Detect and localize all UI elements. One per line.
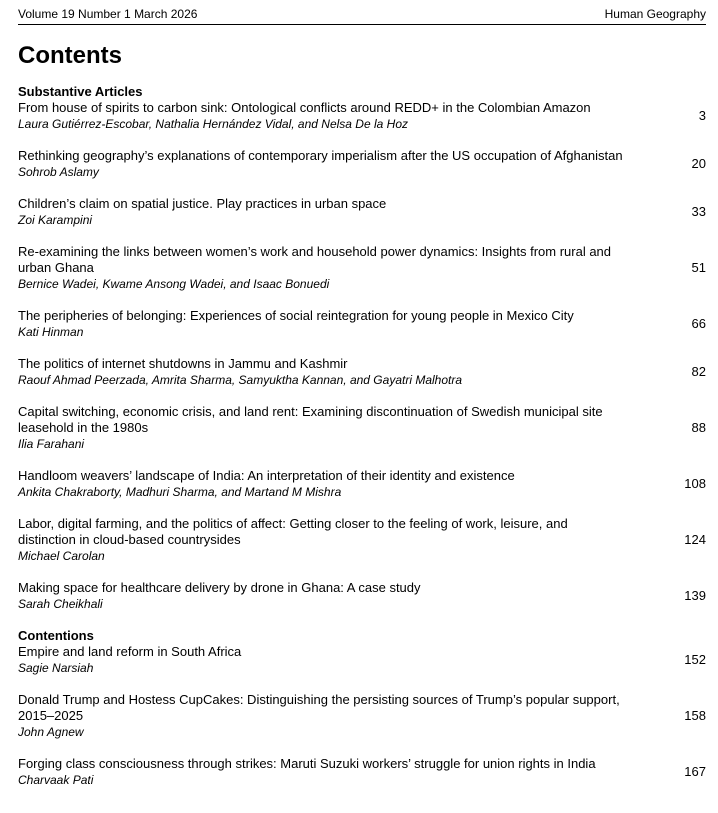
section-heading: Substantive Articles bbox=[18, 84, 143, 99]
toc-entry[interactable] bbox=[18, 516, 706, 564]
article-title[interactable]: Handloom weavers’ landscape of India: An interpretation of their identity and existence bbox=[18, 468, 515, 483]
article-authors: Ilia Farahani bbox=[18, 437, 85, 451]
toc-entry[interactable] bbox=[18, 756, 706, 788]
page-number: 33 bbox=[691, 204, 706, 219]
article-title[interactable]: The politics of internet shutdowns in Jammu and Kashmir bbox=[18, 356, 348, 371]
article-authors: Charvaak Pati bbox=[18, 773, 94, 787]
article-title[interactable]: Children’s claim on spatial justice. Play practices in urban space bbox=[18, 196, 387, 211]
toc-entry[interactable] bbox=[18, 580, 706, 612]
page-number: 20 bbox=[691, 156, 706, 171]
article-title[interactable]: Capital switching, economic crisis, and land rent: Examining discontinuation of Swedish municipal site leasehold in the 1980s bbox=[18, 404, 603, 435]
table-of-contents bbox=[18, 84, 706, 788]
article-authors: John Agnew bbox=[18, 725, 84, 739]
article-title[interactable]: Empire and land reform in South Africa bbox=[18, 644, 242, 659]
page-number: 167 bbox=[684, 764, 706, 779]
article-authors: Sohrob Aslamy bbox=[18, 165, 99, 179]
article-authors: Raouf Ahmad Peerzada, Amrita Sharma, Samyuktha Kannan, and Gayatri Malhotra bbox=[18, 373, 463, 387]
toc-entry[interactable] bbox=[18, 692, 706, 740]
article-authors: Sarah Cheikhali bbox=[18, 597, 103, 611]
toc-entry[interactable] bbox=[18, 100, 706, 132]
article-authors: Michael Carolan bbox=[18, 549, 105, 563]
article-authors: Ankita Chakraborty, Madhuri Sharma, and Martand M Mishra bbox=[18, 485, 342, 499]
issue-info: Volume 19 Number 1 March 2026 bbox=[18, 7, 198, 21]
toc-entry[interactable] bbox=[18, 148, 706, 180]
toc-entry[interactable] bbox=[18, 468, 706, 500]
article-authors: Zoi Karampini bbox=[18, 213, 93, 227]
journal-name: Human Geography bbox=[604, 7, 706, 21]
article-title[interactable]: Rethinking geography’s explanations of contemporary imperialism after the US occupation of Afghanistan bbox=[18, 148, 623, 163]
page-title: Contents bbox=[18, 42, 122, 69]
toc-entry[interactable] bbox=[18, 644, 706, 676]
article-title[interactable]: Re-examining the links between women’s work and household power dynamics: Insights from rural and urban Ghana bbox=[18, 244, 612, 275]
article-title[interactable]: Donald Trump and Hostess CupCakes: Distinguishing the persisting sources of Trump’s popular support, 2015–2025 bbox=[18, 692, 620, 723]
toc-entry[interactable] bbox=[18, 244, 706, 292]
page-number: 108 bbox=[684, 476, 706, 491]
page-number: 124 bbox=[684, 532, 706, 547]
article-authors: Laura Gutiérrez-Escobar, Nathalia Hernández Vidal, and Nelsa De la Hoz bbox=[18, 117, 408, 131]
article-authors: Sagie Narsiah bbox=[18, 661, 94, 675]
article-title[interactable]: From house of spirits to carbon sink: Ontological conflicts around REDD+ in the Colombian Amazon bbox=[18, 100, 591, 115]
section-substantive-articles bbox=[18, 84, 706, 612]
section-contentions bbox=[18, 628, 706, 788]
page-number: 152 bbox=[684, 652, 706, 667]
article-authors: Bernice Wadei, Kwame Ansong Wadei, and Isaac Bonuedi bbox=[18, 277, 330, 291]
toc-entry[interactable] bbox=[18, 196, 706, 228]
page-number: 3 bbox=[698, 108, 706, 123]
page-number: 66 bbox=[691, 316, 706, 331]
page-number: 88 bbox=[691, 420, 706, 435]
toc-entry[interactable] bbox=[18, 308, 706, 340]
page-number: 82 bbox=[691, 364, 706, 379]
toc-entry[interactable] bbox=[18, 404, 706, 452]
article-title[interactable]: Forging class consciousness through strikes: Maruti Suzuki workers’ struggle for union rights in India bbox=[18, 756, 596, 771]
page-number: 51 bbox=[691, 260, 706, 275]
article-title[interactable]: Making space for healthcare delivery by drone in Ghana: A case study bbox=[18, 580, 421, 595]
section-heading: Contentions bbox=[18, 628, 94, 643]
page-number: 158 bbox=[684, 708, 706, 723]
running-header bbox=[18, 6, 706, 25]
article-title[interactable]: Labor, digital farming, and the politics of affect: Getting closer to the feeling of work, leisure, and distinction in cloud-based countrysides bbox=[18, 516, 568, 547]
article-authors: Kati Hinman bbox=[18, 325, 84, 339]
article-title[interactable]: The peripheries of belonging: Experiences of social reintegration for young people in Mexico City bbox=[18, 308, 574, 323]
toc-entry[interactable] bbox=[18, 356, 706, 388]
page-number: 139 bbox=[684, 588, 706, 603]
